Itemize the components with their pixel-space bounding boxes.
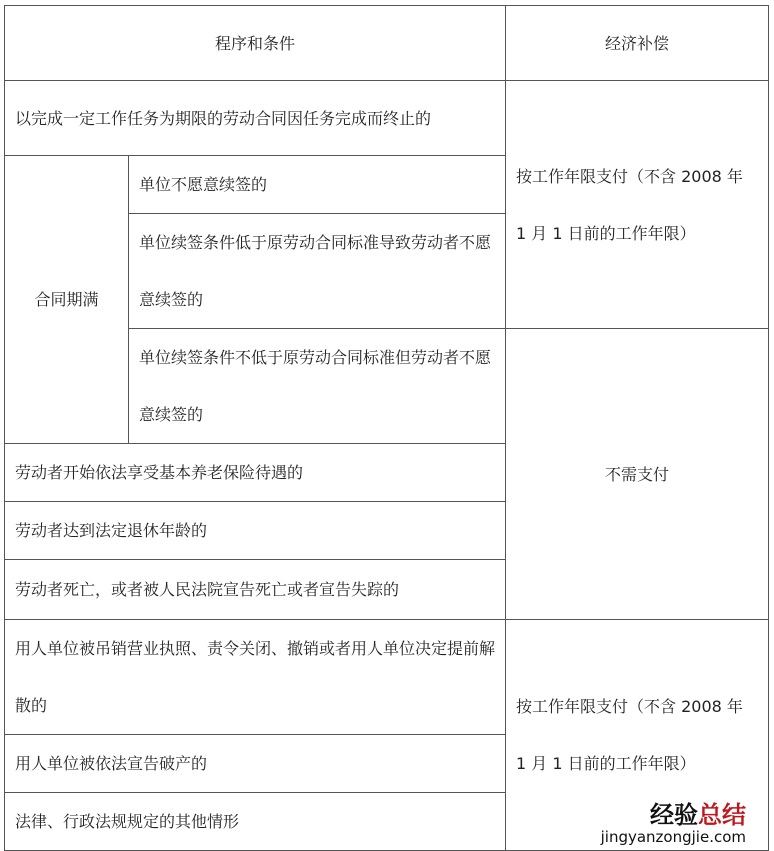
watermark-url: jingyanzongjie.com — [600, 828, 746, 846]
row-death: 劳动者死亡，或者被人民法院宣告死亡或者宣告失踪的 — [5, 560, 506, 620]
compensation-pay-by-years-1: 按工作年限支付（不含 2008 年 1 月 1 日前的工作年限） — [506, 81, 769, 329]
watermark-logo — [601, 801, 746, 829]
row-task-complete: 以完成一定工作任务为期限的劳动合同因任务完成而终止的 — [5, 81, 506, 156]
row-contract-expiry: 合同期满 — [5, 156, 129, 444]
table-header-row — [5, 6, 769, 81]
header-conditions: 程序和条件 — [5, 6, 506, 81]
compensation-table — [4, 5, 769, 851]
watermark-title-1: 经验 — [650, 801, 698, 829]
compensation-no-pay: 不需支付 — [506, 329, 769, 620]
table-row — [5, 620, 769, 735]
row-bankruptcy: 用人单位被依法宣告破产的 — [5, 735, 506, 793]
compensation-pay-by-years-2: 按工作年限支付（不含 2008 年 1 月 1 日前的工作年限） — [506, 620, 769, 851]
row-expiry-unwilling: 单位不愿意续签的 — [129, 156, 506, 214]
row-retirement-age: 劳动者达到法定退休年龄的 — [5, 502, 506, 560]
row-license-revoked: 用人单位被吊销营业执照、责令关闭、撤销或者用人单位决定提前解散的 — [5, 620, 506, 735]
watermark — [601, 801, 746, 845]
row-pension: 劳动者开始依法享受基本养老保险待遇的 — [5, 444, 506, 502]
header-compensation: 经济补偿 — [506, 6, 769, 81]
row-other: 法律、行政法规规定的其他情形 — [5, 793, 506, 851]
watermark-title-2: 总结 — [698, 801, 746, 829]
table-row — [5, 81, 769, 156]
row-expiry-lower-terms: 单位续签条件低于原劳动合同标准导致劳动者不愿意续签的 — [129, 214, 506, 329]
row-expiry-not-lower-terms: 单位续签条件不低于原劳动合同标准但劳动者不愿意续签的 — [129, 329, 506, 444]
